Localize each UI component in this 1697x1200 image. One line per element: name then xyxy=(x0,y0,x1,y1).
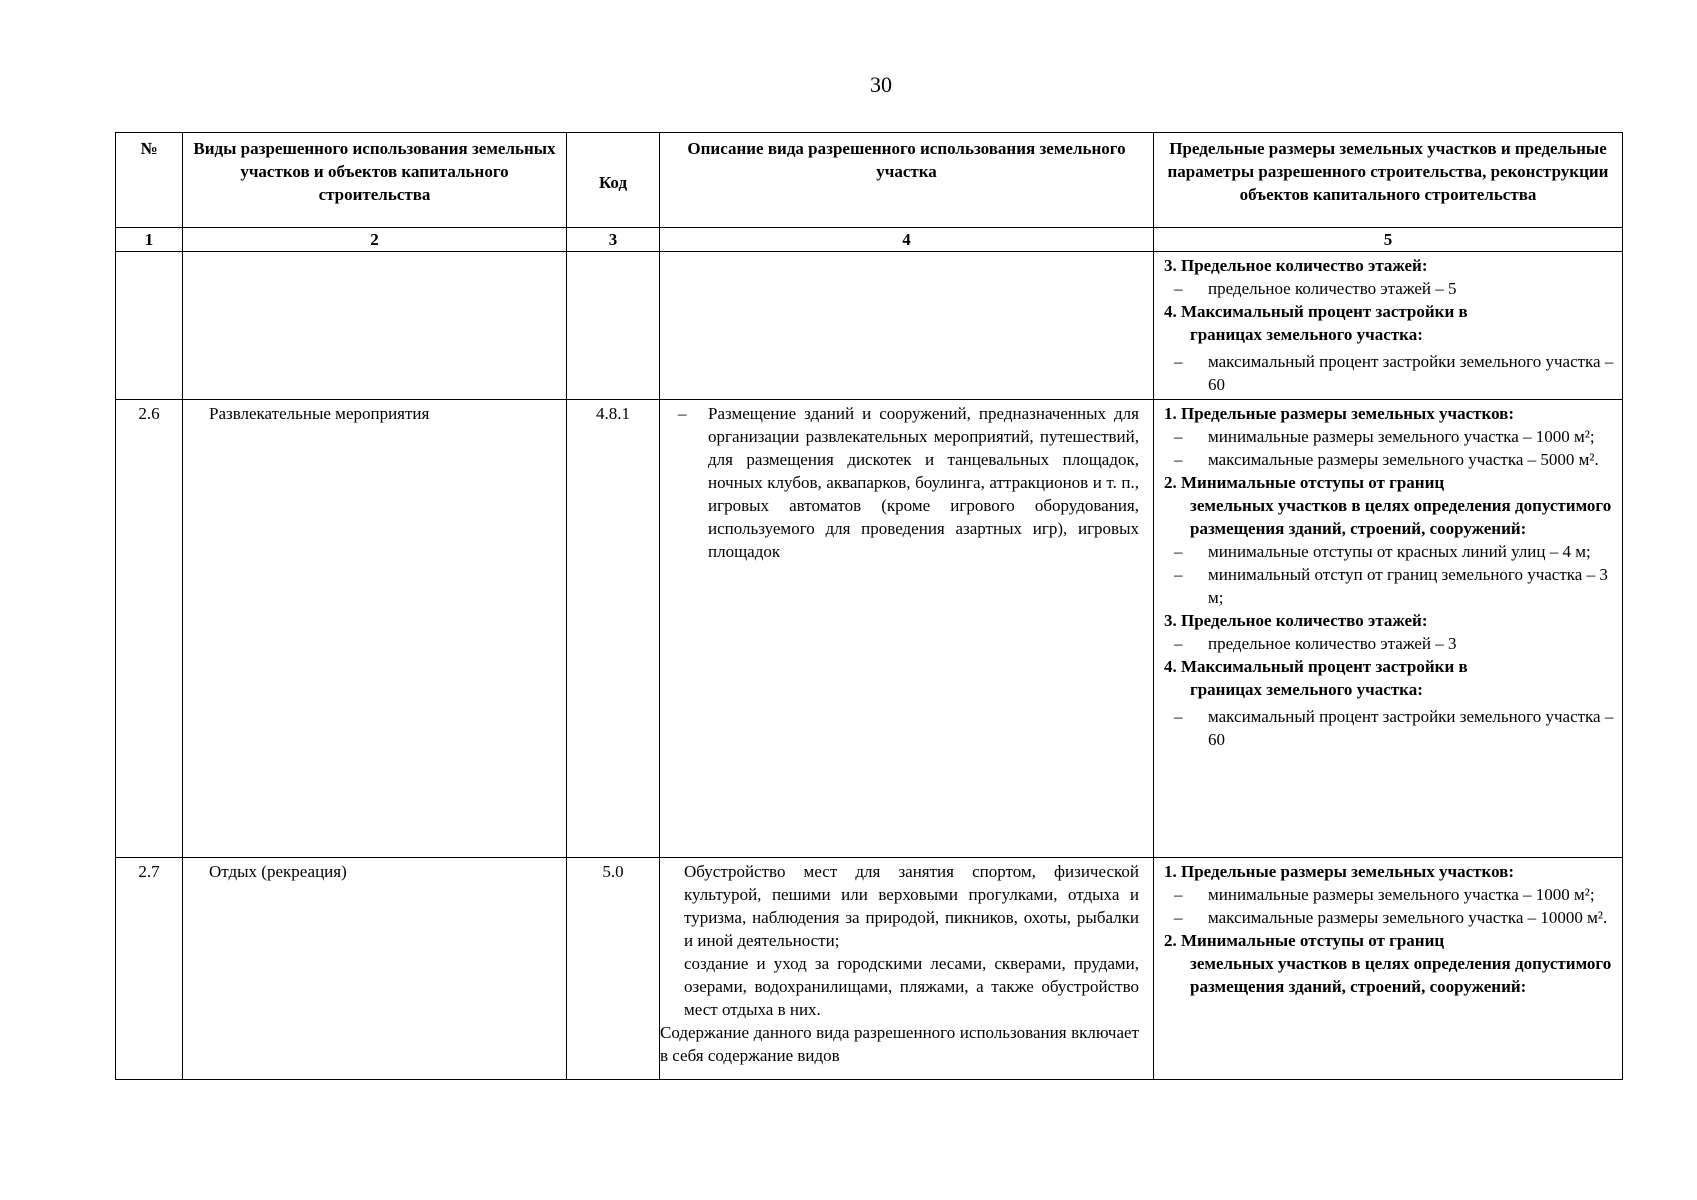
table-row xyxy=(116,400,1623,858)
description-paragraph: создание и уход за городскими лесами, скверами, прудами, озерами, водохранилищами, пляжами, а также обустройство мест отдыха в них. xyxy=(684,954,1139,1019)
limit-item: – минимальные отступы от красных линий улиц – 4 м; xyxy=(1174,542,1591,561)
column-number: 5 xyxy=(1154,228,1623,252)
cell-code: 4.8.1 xyxy=(567,400,660,858)
table-row xyxy=(116,858,1623,1080)
limit-heading: 4. Максимальный процент застройки в границах земельного участка: xyxy=(1164,657,1468,699)
cell-code xyxy=(567,252,660,400)
limit-item: – максимальные размеры земельного участка – 10000 м². xyxy=(1174,908,1608,927)
cell-limits xyxy=(1154,252,1623,400)
cell-type: Отдых (рекреация) xyxy=(183,858,567,1080)
limit-item: – максимальные размеры земельного участка – 5000 м². xyxy=(1174,450,1599,469)
cell-no: 2.6 xyxy=(116,400,183,858)
description-paragraph: Обустройство мест для занятия спортом, физической культурой, пешими или верховыми прогулками, отдыха и туризма, наблюдения за природой, пикников, охоты, рыбалки и иной деятельности; xyxy=(684,862,1139,950)
cell-limits xyxy=(1154,858,1623,1080)
limit-heading: 2. Минимальные отступы от границ земельных участков в целях определения допустимого размещения зданий, строений, сооружений: xyxy=(1164,473,1612,538)
page-number: 30 xyxy=(870,72,892,97)
description-paragraph: Содержание данного вида разрешенного использования включает в себя содержание видов xyxy=(660,1023,1139,1065)
limit-heading: 3. Предельное количество этажей: xyxy=(1164,256,1428,275)
column-number: 3 xyxy=(567,228,660,252)
land-use-table xyxy=(115,132,1623,1080)
column-number: 2 xyxy=(183,228,567,252)
cell-description xyxy=(660,858,1154,1080)
limit-item: – минимальные размеры земельного участка – 1000 м²; xyxy=(1174,427,1595,446)
header-no: № xyxy=(116,133,183,228)
cell-description: – Размещение зданий и сооружений, предназначенных для организации развлекательных мероприятий, путешествий, для размещения дискотек и танцевальных площадок, ночных клубов, аквапарков, боулинга, аттракционов и т. п., игровых автоматов (кроме игрового оборудования, используемого для проведения азартных игр), игровых площадок xyxy=(660,400,1154,858)
header-types: Виды разрешенного использования земельных участков и объектов капитального строительства xyxy=(183,133,567,228)
limit-heading: 3. Предельное количество этажей: xyxy=(1164,611,1428,630)
cell-no: 2.7 xyxy=(116,858,183,1080)
cell-type: Развлекательные мероприятия xyxy=(183,400,567,858)
limit-item: – минимальный отступ от границ земельного участка – 3 м; xyxy=(1174,565,1608,607)
limit-heading: 4. Максимальный процент застройки в границах земельного участка: xyxy=(1164,302,1468,344)
limit-item: – предельное количество этажей – 3 xyxy=(1174,634,1457,653)
header-description: Описание вида разрешенного использования земельного участка xyxy=(660,133,1154,228)
cell-limits xyxy=(1154,400,1623,858)
header-row xyxy=(116,133,1623,228)
limit-heading: 2. Минимальные отступы от границ земельных участков в целях определения допустимого размещения зданий, строений, сооружений: xyxy=(1164,931,1612,996)
limit-item: – максимальный процент застройки земельного участка – 60 xyxy=(1174,352,1614,394)
cell-description xyxy=(660,252,1154,400)
limit-item: – минимальные размеры земельного участка – 1000 м²; xyxy=(1174,885,1595,904)
limit-heading: 1. Предельные размеры земельных участков: xyxy=(1164,404,1515,423)
cell-type xyxy=(183,252,567,400)
limit-item: – максимальный процент застройки земельного участка – 60 xyxy=(1174,707,1614,749)
cell-code: 5.0 xyxy=(567,858,660,1080)
column-number: 4 xyxy=(660,228,1154,252)
limit-item: – предельное количество этажей – 5 xyxy=(1174,279,1457,298)
limit-heading: 1. Предельные размеры земельных участков: xyxy=(1164,862,1515,881)
table-row xyxy=(116,252,1623,400)
column-number-row xyxy=(116,228,1623,252)
column-number: 1 xyxy=(116,228,183,252)
header-code: Код xyxy=(567,133,660,228)
header-limits: Предельные размеры земельных участков и предельные параметры разрешенного строительства, реконструкции объектов капитального строительства xyxy=(1154,133,1623,228)
cell-no xyxy=(116,252,183,400)
